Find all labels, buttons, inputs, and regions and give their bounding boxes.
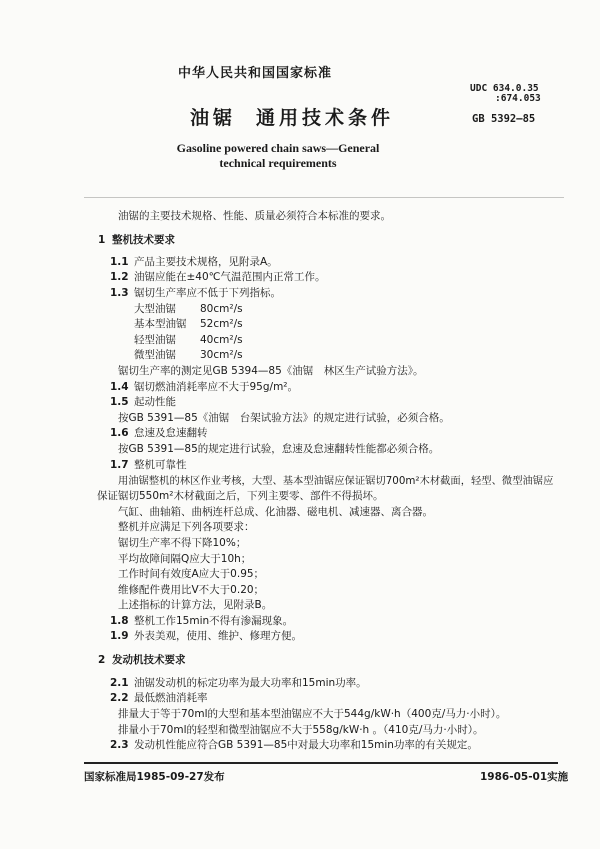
title-cn-part1: 油锯 bbox=[190, 107, 237, 129]
title-en-line2: technical requirements bbox=[219, 156, 337, 170]
clause-text: 产品主要技术规格，见附录A。 bbox=[134, 256, 278, 268]
effective-date: 1986-05-01实施 bbox=[480, 771, 569, 783]
clause-1-7-body: 用油锯整机的林区作业考核，大型、基本型油锯应保证锯切700m²木材截面，轻型、微型油锯应 bbox=[118, 475, 554, 487]
clause-text: 整机可靠性 bbox=[134, 459, 187, 471]
clause-text: 油锯发动机的标定功率为最大功率和15min功率。 bbox=[134, 677, 367, 689]
clause-1-1 bbox=[110, 255, 278, 269]
clause-text: 整机工作15min不得有渗漏现象。 bbox=[134, 615, 294, 627]
clause-1-7-body: 工作时间有效度A应大于0.95； bbox=[118, 568, 265, 580]
clause-number: 1.6 bbox=[110, 427, 129, 439]
clause-text: 发动机性能应符合GB 5391—85中对最大功率和15min功率的有关规定。 bbox=[134, 739, 478, 751]
section-title: 整机技术要求 bbox=[112, 234, 175, 246]
clause-2-2 bbox=[110, 691, 208, 705]
clause-number: 1.5 bbox=[110, 396, 129, 408]
rate-value: 52cm²/s bbox=[200, 318, 243, 330]
rate-item bbox=[134, 348, 243, 362]
clause-2-2-body: 排量大于等于70ml的大型和基本型油锯应不大于544g/kW·h（400克/马力·小时）。 bbox=[118, 708, 507, 720]
section-number: 1 bbox=[98, 234, 106, 246]
rate-item bbox=[134, 333, 243, 347]
clause-text: 锯切燃油消耗率应不大于95g/m²。 bbox=[134, 381, 299, 393]
saw-type: 微型油锯 bbox=[134, 349, 176, 361]
clause-number: 2.2 bbox=[110, 692, 129, 704]
clause-1-7-body: 维修配件费用比V不大于0.20； bbox=[118, 584, 265, 596]
clause-1-4 bbox=[110, 380, 298, 394]
clause-1-5-body: 按GB 5391—85《油锯 台架试验方法》的规定进行试验，必须合格。 bbox=[118, 412, 450, 424]
issue-date: 国家标准局1985-09-27发布 bbox=[84, 771, 225, 783]
clause-number: 1.4 bbox=[110, 381, 129, 393]
header-divider bbox=[84, 197, 564, 198]
rate-value: 30cm²/s bbox=[200, 349, 243, 361]
clause-1-7-body: 平均故障间隔Q应大于10h； bbox=[118, 553, 252, 565]
clause-number: 1.7 bbox=[110, 459, 129, 471]
udc-code-line1: UDC 634.0.35 bbox=[470, 83, 539, 94]
clause-number: 1.8 bbox=[110, 615, 129, 627]
saw-type: 基本型油锯 bbox=[134, 318, 187, 330]
clause-2-1 bbox=[110, 676, 367, 690]
clause-text: 油锯应能在±40℃气温范围内正常工作。 bbox=[134, 271, 326, 283]
rate-item bbox=[134, 317, 243, 331]
section-title: 发动机技术要求 bbox=[112, 654, 186, 666]
clause-number: 1.3 bbox=[110, 287, 129, 299]
clause-1-6-body: 按GB 5391—85的规定进行试验，怠速及怠速翻转性能都必须合格。 bbox=[118, 443, 440, 455]
footer-divider bbox=[84, 762, 558, 764]
section-2-heading bbox=[98, 653, 186, 667]
clause-1-6 bbox=[110, 426, 208, 440]
clause-1-7-body: 整机并应满足下列各项要求： bbox=[118, 521, 255, 533]
rate-value: 40cm²/s bbox=[200, 334, 243, 346]
section-1-heading bbox=[98, 233, 175, 247]
clause-1-7 bbox=[110, 458, 187, 472]
clause-text: 怠速及怠速翻转 bbox=[134, 427, 208, 439]
rate-value: 80cm²/s bbox=[200, 303, 243, 315]
clause-1-7-body: 气缸、曲轴箱、曲柄连杆总成、化油器、磁电机、减速器、离合器。 bbox=[118, 506, 433, 518]
issuing-org: 中华人民共和国国家标准 bbox=[178, 66, 333, 81]
clause-1-3 bbox=[110, 286, 281, 300]
clause-text: 外表美观，使用、维护、修理方便。 bbox=[134, 630, 302, 642]
clause-1-8 bbox=[110, 614, 293, 628]
udc-code-line2: :674.053 bbox=[495, 93, 541, 104]
clause-text: 起动性能 bbox=[134, 396, 176, 408]
clause-1-7-body: 保证锯切550m²木材截面之后，下列主要零、部件不得损坏。 bbox=[97, 490, 384, 502]
clause-number: 1.2 bbox=[110, 271, 129, 283]
gb-number: GB 5392—85 bbox=[472, 113, 536, 125]
clause-1-3-note: 锯切生产率的测定见GB 5394—85《油锯 林区生产试验方法》。 bbox=[118, 365, 424, 377]
clause-text: 锯切生产率应不低于下列指标。 bbox=[134, 287, 281, 299]
clause-number: 2.1 bbox=[110, 677, 129, 689]
clause-1-7-body: 上述指标的计算方法，见附录B。 bbox=[118, 599, 273, 611]
section-number: 2 bbox=[98, 654, 106, 666]
rate-item bbox=[134, 302, 243, 316]
title-cn bbox=[190, 106, 394, 130]
clause-text: 最低燃油消耗率 bbox=[134, 692, 208, 704]
title-en-line1: Gasoline powered chain saws—General bbox=[176, 141, 380, 155]
saw-type: 大型油锯 bbox=[134, 303, 176, 315]
title-cn-part2: 通用技术条件 bbox=[256, 107, 395, 129]
clause-1-9 bbox=[110, 629, 302, 643]
clause-number: 2.3 bbox=[110, 739, 129, 751]
clause-2-3 bbox=[110, 738, 478, 752]
clause-1-5 bbox=[110, 395, 176, 409]
clause-number: 1.1 bbox=[110, 256, 129, 268]
clause-2-2-body: 排量小于70ml的轻型和微型油锯应不大于558g/kW·h 。（410克/马力·小时）。 bbox=[118, 724, 484, 736]
clause-1-2 bbox=[110, 270, 325, 284]
clause-1-7-body: 锯切生产率不得下降10%； bbox=[118, 537, 247, 549]
clause-number: 1.9 bbox=[110, 630, 129, 642]
saw-type: 轻型油锯 bbox=[134, 334, 176, 346]
intro-paragraph: 油锯的主要技术规格、性能、质量必须符合本标准的要求。 bbox=[118, 210, 391, 222]
